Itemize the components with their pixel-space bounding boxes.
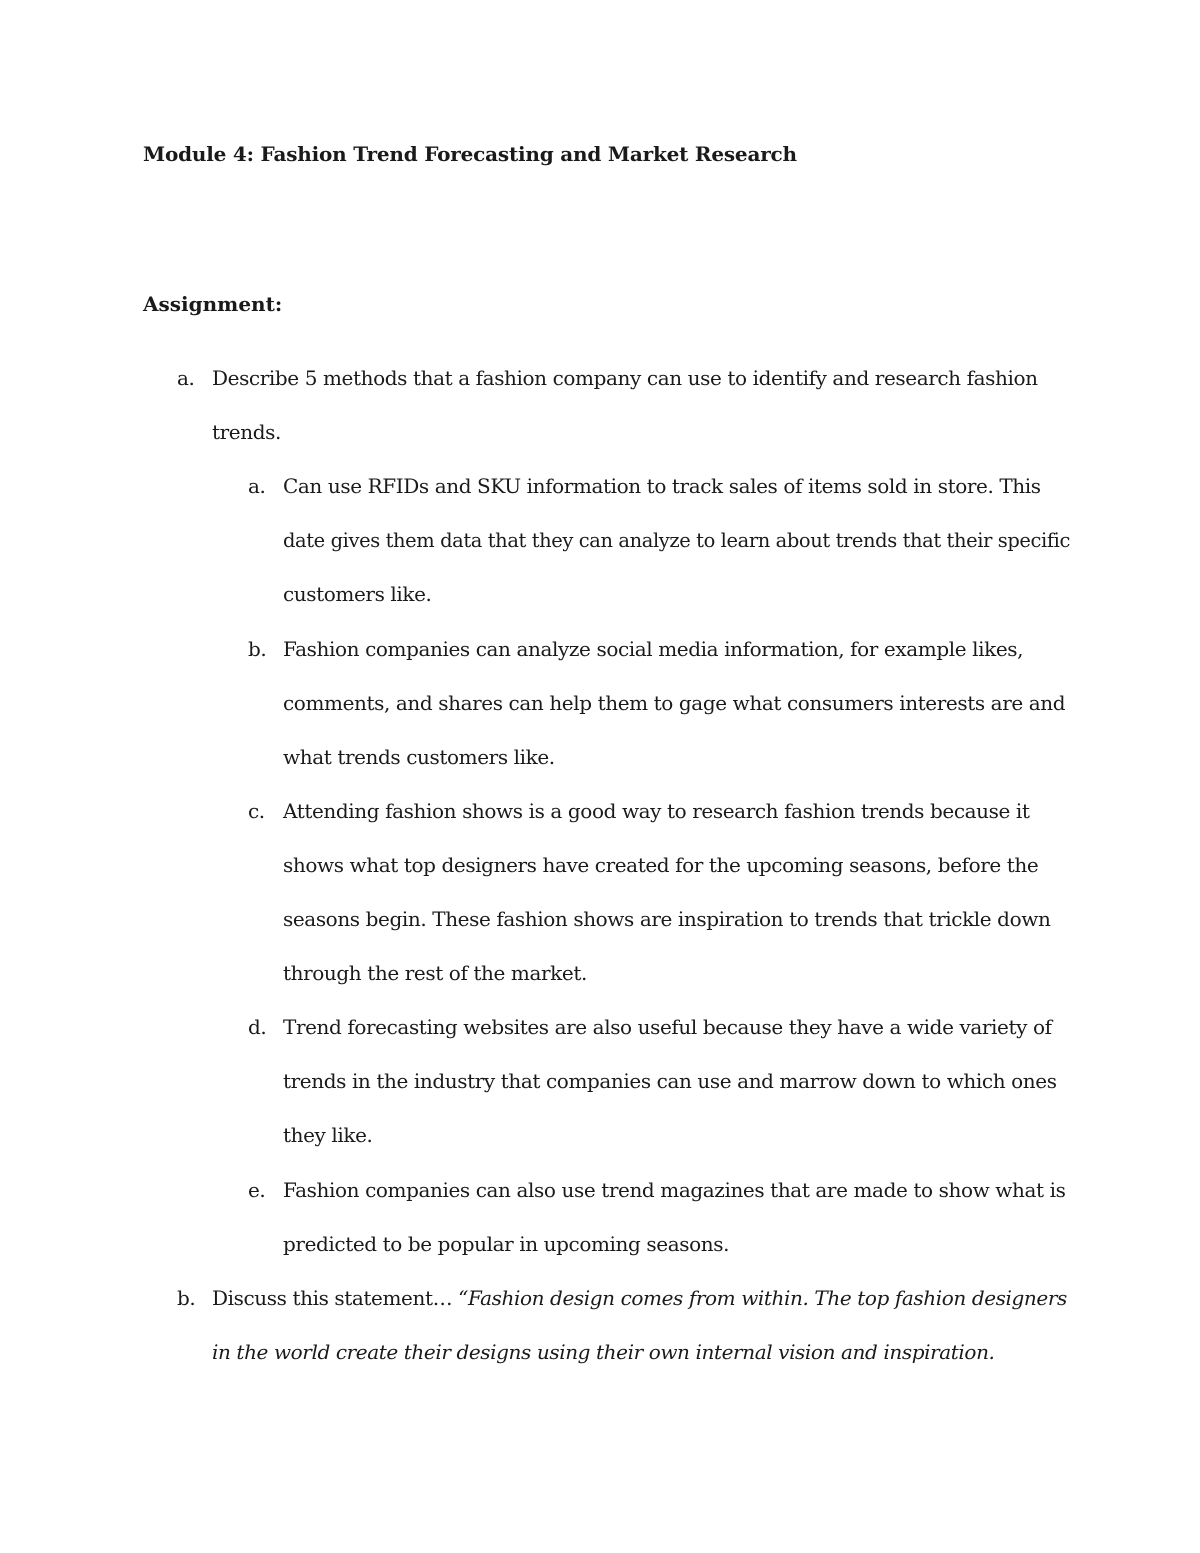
answer-a-label: a. bbox=[248, 474, 266, 498]
answer-d-line: trends in the industry that companies can use and marrow down to which ones bbox=[283, 1069, 1057, 1093]
answer-c-line: through the rest of the market. bbox=[283, 961, 587, 985]
answer-a-line: date gives them data that they can analyze to learn about trends that their specific bbox=[283, 528, 1070, 552]
answer-c-line: seasons begin. These fashion shows are inspiration to trends that trickle down bbox=[283, 907, 1051, 931]
answer-e-line: predicted to be popular in upcoming seasons. bbox=[283, 1232, 730, 1256]
answer-b-label: b. bbox=[248, 637, 267, 661]
answer-b-line: what trends customers like. bbox=[283, 745, 555, 769]
answer-c-line: shows what top designers have created for the upcoming seasons, before the bbox=[283, 853, 1039, 877]
question-a-label: a. bbox=[177, 366, 195, 390]
question-b-line bbox=[212, 1285, 1067, 1311]
question-b-line bbox=[212, 1339, 995, 1365]
question-b-label: b. bbox=[177, 1286, 196, 1310]
answer-a-line: customers like. bbox=[283, 582, 432, 606]
answer-e-label: e. bbox=[248, 1178, 266, 1202]
answer-d-line: they like. bbox=[283, 1123, 373, 1147]
assignment-heading: Assignment: bbox=[143, 292, 283, 316]
answer-e-line: Fashion companies can also use trend magazines that are made to show what is bbox=[283, 1178, 1066, 1202]
answer-b-line: comments, and shares can help them to gage what consumers interests are and bbox=[283, 691, 1066, 715]
answer-d-line: Trend forecasting websites are also useful because they have a wide variety of bbox=[283, 1015, 1052, 1039]
document-title: Module 4: Fashion Trend Forecasting and Market Research bbox=[143, 142, 797, 166]
question-b-prefix: Discuss this statement… bbox=[212, 1286, 459, 1310]
question-b-quote: “Fashion design comes from within. The top fashion designers bbox=[458, 1286, 1067, 1310]
answer-a-line: Can use RFIDs and SKU information to track sales of items sold in store. This bbox=[283, 474, 1041, 498]
answer-c-label: c. bbox=[248, 799, 265, 823]
question-a-line: trends. bbox=[212, 420, 281, 444]
question-a-line: Describe 5 methods that a fashion company can use to identify and research fashion bbox=[212, 366, 1038, 390]
question-b-quote: in the world create their designs using their own internal vision and inspiration. bbox=[212, 1340, 995, 1364]
answer-d-label: d. bbox=[248, 1015, 267, 1039]
answer-b-line: Fashion companies can analyze social media information, for example likes, bbox=[283, 637, 1024, 661]
answer-c-line: Attending fashion shows is a good way to research fashion trends because it bbox=[283, 799, 1030, 823]
